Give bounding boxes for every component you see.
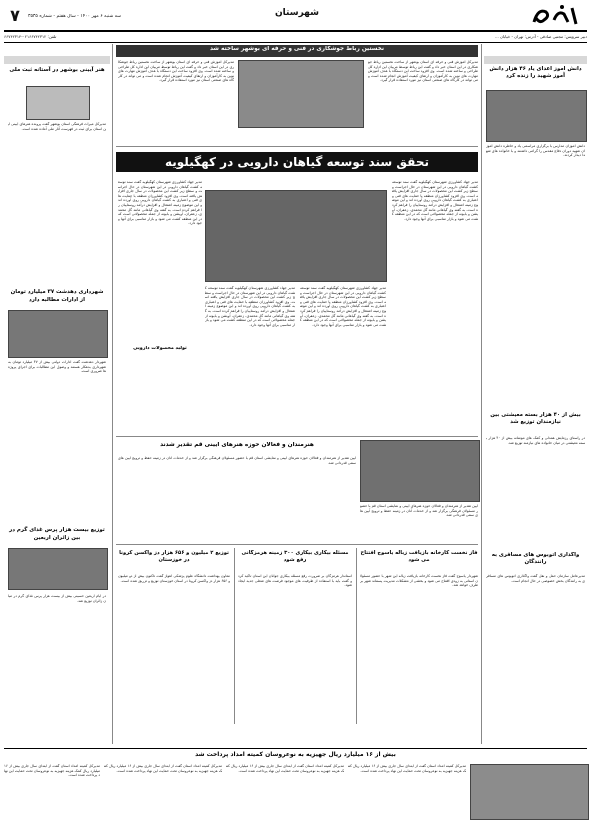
main-story-title: تحقق سند توسعه گیاهان دارویی در کهگیلویه (116, 152, 478, 172)
footer-story-body-col3: مدیرکل کمیته امداد استان گفت از ابتدای سال جاری بیش از ۱۶ میلیارد ریال کمک هزینه جهیزیه به نوعروسان تحت حمایت این نهاد پرداخت شده است. (104, 764, 222, 773)
main-story-body-col2: مدیر جهاد کشاورزی شهرستان کهگیلویه گفت سند توسعه کشت گیاهان دارویی در این شهرستان در حال اجراست و سطح زیر کشت این محصولات در سال جاری افزایش یافته است. وی افزود کشاورزان منطقه با حمایت های فنی و اعتباری به کشت گیاهان دارویی روی آورده اند و این موضوع زمینه اشتغال و افزایش درآمد روستاییان را فراهم کرده است. به گفته وی گیاهانی مانند گل محمدی، زعفران، آویشن و بابونه از جمله محصولاتی است که در این منطقه کشت می شود و بازار مناسبی برای آنها وجود دارد. (300, 286, 386, 327)
left-story-2-photo (8, 310, 108, 358)
artisans-story-body-cont: آیین تقدیر از هنرمندان و فعالان حوزه هنرهای آیینی و نمایشی استان قم با حضور مسئولان فرهنگی برگزار شد و از خدمات آنان در زمینه حفظ و ترویج آیین های سنتی قدردانی شد. (360, 504, 478, 518)
right-story-2-title: بیش از ۴۰ هزار بسته معیشتی بین نیازمندان توزیع شد (490, 412, 581, 425)
newspaper-logo (528, 2, 582, 30)
left-story-3-title: توزیع بیست هزار پرس غذای گرم در بین زائران اربعین (9, 527, 105, 541)
right-story-2-body: در راستای رزمایش همدلی و کمک های مومنانه بیش از ۴۰ هزار بسته معیشتی در میان خانواده های نیازمند توزیع شد. (486, 436, 585, 445)
main-story-body-col1: مدیر جهاد کشاورزی شهرستان کهگیلویه گفت سند توسعه کشت گیاهان دارویی در این شهرستان در حال اجراست و سطح زیر کشت این محصولات در سال جاری افزایش یافته است. وی افزود کشاورزان منطقه با حمایت های فنی و اعتباری به کشت گیاهان دارویی روی آورده اند و این موضوع زمینه اشتغال و افزایش درآمد روستاییان را فراهم کرده است. به گفته وی گیاهانی مانند گل محمدی، زعفران، آویشن و بابونه از جمله محصولاتی است که در این منطقه کشت می شود و بازار مناسبی برای آنها وجود دارد. (392, 180, 478, 221)
left-story-1-body: مدیرکل میراث فرهنگی استان بوشهر گفت پرونده هنرهای آیینی این استان برای ثبت در فهرست آثار ملی آماده شده است. (8, 122, 106, 131)
right-story-3-body: مدیرعامل سازمان حمل و نقل گفت واگذاری اتوبوس های مسافری به رانندگان بخش خصوصی در حال انجام است. (486, 574, 585, 583)
left-story-1-title: هنر آیینی بوشهر در آستانه ثبت ملی (9, 67, 105, 73)
top-story-body-cont: مدیرکل آموزش فنی و حرفه ای استان بوشهر از ساخت نخستین رباط جوشکاری در این استان خبر داد و گفت این رباط توسط مربیان این اداره کل طراحی و ساخته شده است. وی افزود ساخت این دستگاه با هدف آموزش مهارت های نوین به کارآموزان و ارتقای کیفیت آموزش انجام شده است و می تواند در کارگاه های صنعتی استان نیز مورد استفاده قرار گیرد. (118, 60, 234, 83)
left-story-2-title: شهرداری دهدشت ۳۷ میلیارد تومان از ادارات مطالبه دارد (10, 289, 104, 303)
left-story-1-photo (26, 86, 90, 120)
footer-story-photo (470, 764, 589, 820)
right-story-1-title: دانش آموز اعدای یاد ۴۶ هزار دانش آموز شهید را زنده کرد (489, 66, 582, 79)
main-story-body-col4: مدیر جهاد کشاورزی شهرستان کهگیلویه گفت سند توسعه کشت گیاهان دارویی در این شهرستان در حال اجراست و سطح زیر کشت این محصولات در سال جاری افزایش یافته است. وی افزود کشاورزان منطقه با حمایت های فنی و اعتباری به کشت گیاهان دارویی روی آورده اند و این موضوع زمینه اشتغال و افزایش درآمد روستاییان را فراهم کرده است. به گفته وی گیاهانی مانند گل محمدی، زعفران، آویشن و بابونه از جمله محصولاتی است که در این منطقه کشت می شود و بازار مناسبی برای آنها وجود دارد. (118, 180, 202, 226)
section-title: شهرستان (275, 8, 319, 18)
right-story-1-photo (486, 90, 587, 142)
artisans-story-body: آیین تقدیر از هنرمندان و فعالان حوزه هنرهای آیینی و نمایشی استان قم با حضور مسئولان فرهنگی برگزار شد و از خدمات آنان در زمینه حفظ و ترویج آیین های سنتی قدردانی شد. (118, 456, 356, 465)
left-story-2-body: شهردار دهدشت گفت ادارات دولتی بیش از ۳۷ میلیارد تومان به شهرداری بدهکار هستند و وصول این مطالبات برای اجرای پروژه ها ضروری است. (8, 360, 106, 374)
bottom-story-3-title: توزیع ۲ میلیون و ۶۵۶ هزار دز واکسن کرونا در خوزستان (119, 550, 229, 563)
top-story-photo (238, 60, 364, 128)
top-story-title: نخستین رباط جوشکاری در فنی و حرفه ای بوشهر ساخته شد (209, 46, 385, 52)
bottom-story-2-body: استاندار هرمزگان بر ضرورت رفع مسئله بیکاری جوانان این استان تاکید کرد و گفت باید با استفاده از ظرفیت های موجود فرصت های شغلی جدید ایجاد شود. (238, 574, 352, 588)
date-line: سه شنبه ۶ مهر ۱۴۰۰ - سال هفتم - شماره ۳۵۳۵ (28, 14, 121, 19)
right-story-1-body: دانش آموزان مدارس با برگزاری مراسمی یاد و خاطره دانش آموزان شهید دوران دفاع مقدس را گرامی داشتند و با خانواده های شهدا دیدار کردند. (486, 144, 585, 158)
page-number: ۷ (10, 6, 20, 25)
info-bar-right: دبیر سرویس: مجتبی صادقی - آدرس: تهران - خیابان ... (494, 34, 587, 39)
main-story-subhead: تولید محصولات دارویی (118, 346, 202, 354)
left-story-3-body: در ایام اربعین حسینی بیش از بیست هزار پرس غذای گرم در میان زائران توزیع شد. (8, 594, 106, 603)
footer-story-body-col1: مدیرکل کمیته امداد استان گفت از ابتدای سال جاری بیش از ۱۶ میلیارد ریال کمک هزینه جهیزیه به نوعروسان تحت حمایت این نهاد پرداخت شده است. (348, 764, 466, 773)
right-story-3-title: واگذاری اتوبوس های مسافری به رانندگان (491, 552, 580, 565)
artisans-story-title: هنرمندان و فعالان حوزه هنرهای آیینی قم تقدیر شدند (160, 442, 314, 448)
top-story-body: مدیرکل آموزش فنی و حرفه ای استان بوشهر از ساخت نخستین رباط جوشکاری در این استان خبر داد و گفت این رباط توسط مربیان این اداره کل طراحی و ساخته شده است. وی افزود ساخت این دستگاه با هدف آموزش مهارت های نوین به کارآموزان و ارتقای کیفیت آموزش انجام شده است و می تواند در کارگاه های صنعتی استان نیز مورد استفاده قرار گیرد. (368, 60, 478, 83)
right-column (484, 56, 587, 744)
left-story-3-photo (8, 548, 108, 590)
artisans-story-photo (360, 440, 480, 502)
bottom-story-1-body: شهردار یاسوج گفت فاز نخست کارخانه بازیافت زباله این شهر با حضور مسئولان استانی به زودی افتتاح می شود و بخشی از مشکلات مدیریت پسماند شهر برطرف خواهد شد. (360, 574, 478, 588)
footer-story-title: بیش از ۱۶ میلیارد ریال جهیزیه به نوعروسان کمیته امداد پرداخت شد (195, 751, 396, 758)
footer-story-body-col4: مدیرکل کمیته امداد استان گفت از ابتدای سال جاری بیش از ۱۶ میلیارد ریال کمک هزینه جهیزیه به نوعروسان تحت حمایت این نهاد پرداخت شده است. (4, 764, 100, 778)
info-bar-left: تلفن: ۰۲۱۶۶۷۴۲۳۱۲-۶۶۷۴۲۳۱۴ (4, 34, 57, 39)
bottom-story-3-body: معاون بهداشت دانشگاه علوم پزشکی اهواز گفت تاکنون بیش از دو میلیون و ۶۵۶ هزار دز واکسن کرونا در استان خوزستان توزیع و تزریق شده است. (118, 574, 230, 583)
bottom-story-2-title: مسئله بیکاری بیکاری ۳۰۰ زمینه هرمزگانی رفع شود (241, 550, 349, 563)
info-bar (4, 33, 587, 43)
main-story-photo (205, 190, 387, 282)
main-story-body-col3: مدیر جهاد کشاورزی شهرستان کهگیلویه گفت سند توسعه کشت گیاهان دارویی در این شهرستان در حال اجراست و سطح زیر کشت این محصولات در سال جاری افزایش یافته است. وی افزود کشاورزان منطقه با حمایت های فنی و اعتباری به کشت گیاهان دارویی روی آورده اند و این موضوع زمینه اشتغال و افزایش درآمد روستاییان را فراهم کرده است. به گفته وی گیاهانی مانند گل محمدی، زعفران، آویشن و بابونه از جمله محصولاتی است که در این منطقه کشت می شود و بازار مناسبی برای آنها وجود دارد. (205, 286, 295, 327)
footer-story-body-col2: مدیرکل کمیته امداد استان گفت از ابتدای سال جاری بیش از ۱۶ میلیارد ریال کمک هزینه جهیزیه به نوعروسان تحت حمایت این نهاد پرداخت شده است. (226, 764, 344, 773)
left-column (4, 56, 110, 744)
bottom-story-1-title: فاز نخست کارخانه بازیافت زباله یاسوج افتتاح می شود (360, 550, 478, 563)
